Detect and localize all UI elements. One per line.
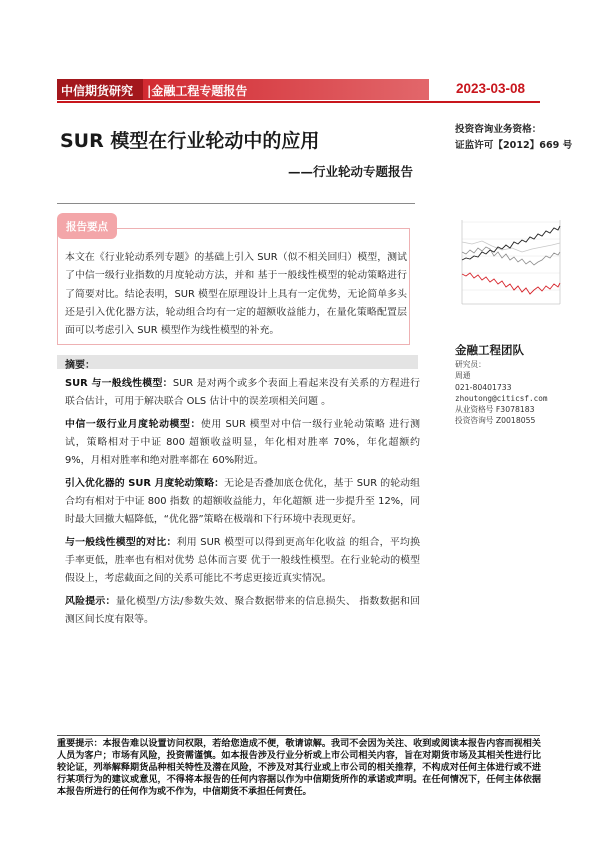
researcher-license: 从业资格号 F3078183 [455,405,535,415]
report-category: |金融工程专题报告 [147,84,248,98]
researcher-email: zhoutong@citicsf.com [455,393,548,403]
key-points-text: 本文在《行业轮动系列专题》的基础上引入 SUR（似不相关回归）模型，测试了中信一级行业指数的月度轮动方法，并和 基于一般线性模型的轮动策略进行了简要对比。结论表明，SUR 模型在原理设计上具有一定优势，无论简单多头还是引入优化器方法，轮动组合均有一定的超额收益能力，在量化策略配置层面可以考虑引入 SUR 模型作为线性模型的补充。 [65,252,407,337]
disclaimer-text: 重要提示：本报告难以设置访问权限，若给您造成不便，敬请谅解。我司不会因为关注、收到或阅读本报告内容而视相关人员为客户；市场有风险，投资需谨慎。如本报告涉及行业分析或上市公司相关内容，旨在对期货市场及其相关性进行比较论证，列举解释期货品种相关特性及潜在风险，不涉及对其行业或上市公司的相关推荐，不构成对任何主体进行或不进行某项行为的建议或意见，不得将本报告的任何内容据以作为中信期货所作的承诺或声明。在任何情况下，任何主体依据本报告所进行的任何作为或不作为，中信期货不承担任何责任。 [57,739,541,797]
summary-item-label: 与一般线性模型的对比： [65,537,177,548]
summary-item-text: 使用 SUR 模型对中信一级行业轮动策略 进行测试，策略相对于中证 800 超额收益明显，年化相对胜率 70%，年化超额约 9%，月相对胜率和绝对胜率都在 60%附近。 [65,419,420,466]
summary-item-text: 利用 SUR 模型可以得到更高年化收益 的组合，平均换手率更低，胜率也有相对优势 总体而言要 优于一般线性模型。在行业轮动的模型假设上，考虑截面之间的关系可能比不考虑更接近真实情况。 [65,537,420,584]
summary-item-label: 引入优化器的 SUR 月度轮动策略： [65,478,225,489]
qualification-license: 证监许可【2012】669 号 [455,140,573,151]
brand-name: 中信期货研究 [61,84,134,98]
summary-item [65,593,420,629]
researcher-role: 研究员： [455,360,486,369]
summary-list [65,375,420,634]
key-points-tab: 报告要点 [57,213,117,239]
report-title: SUR 模型在行业轮动中的应用 [60,130,320,152]
summary-item [65,534,420,588]
team-name: 金融工程团队 [455,343,524,357]
summary-item [65,475,420,529]
researcher-phone: 021-80401733 [455,382,512,392]
summary-heading: 摘要： [65,360,95,371]
summary-item-text: SUR 是对两个或多个表面上看起来没有关系的方程进行联合估计，可用于解决联合 OLS 估计中的误差项相关问题 。 [65,378,420,407]
header-banner [57,79,429,100]
footer-divider [57,735,540,736]
researcher-info [455,359,548,427]
researcher-consult-number: 投资咨询号 Z0018055 [455,416,536,426]
summary-item [65,416,420,470]
summary-item [65,375,420,411]
summary-item-text: 量化模型/方法/参数失效、聚合数据带来的信息损失、 指数数据和回测区间长度有限等。 [65,596,420,625]
report-subtitle: ——行业轮动专题报告 [287,164,413,179]
title-divider [57,203,415,204]
summary-item-label: 风险提示： [65,596,116,607]
qualification-label: 投资咨询业务资格： [455,124,542,135]
researcher-name: 周通 [455,371,471,381]
report-date: 2023-03-08 [456,81,526,96]
summary-item-label: 中信一级行业月度轮动模型： [65,419,201,430]
chart-thumbnail [452,212,570,314]
summary-item-text: 无论是否叠加底仓优化，基于 SUR 的轮动组合均有相对于中证 800 指数 的超额收益能力，年化超额 进一步提升至 12%，同时最大回撤大幅降低，“优化器”策略在极端和下行环境中表现更好。 [65,478,420,525]
summary-item-label: SUR 与一般线性模型： [65,378,173,389]
summary-heading-band [57,355,418,369]
header-divider [57,101,540,103]
